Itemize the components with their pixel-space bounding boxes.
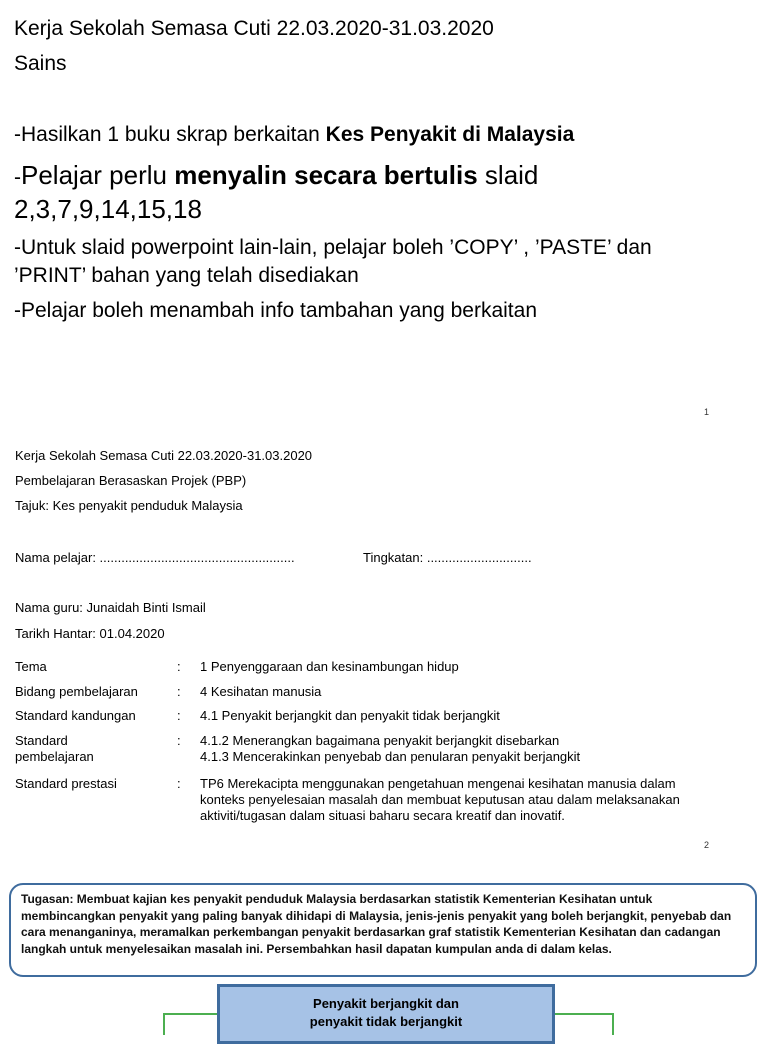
line2-dash: - [14,166,21,189]
row-value: 4.1 Penyakit berjangkit dan penyakit tidak berjangkit [200,708,500,723]
row-colon: : [177,733,181,748]
slide2-header3: Tajuk: Kes penyakit penduduk Malaysia [15,498,243,513]
table-row [0,659,768,675]
slide1-line1 [14,122,574,148]
diagram-root-box [217,984,555,1044]
slide1-title: Kerja Sekolah Semasa Cuti 22.03.2020-31.03.2020 [14,17,494,40]
row-colon: : [177,684,181,699]
row-label: Standard kandungan [15,708,136,723]
task-box [9,883,757,977]
row-value: 1 Penyenggaraan dan kesinambungan hidup [200,659,459,674]
slide1-line3b: ’PRINT’ bahan yang telah disediakan [14,264,359,287]
row-label-cont: pembelajaran [15,749,94,764]
slide1-line2 [14,158,538,192]
row-label: Bidang pembelajaran [15,684,138,699]
line2-suffix: slaid [477,160,539,190]
diagram-label-line1: Penyakit berjangkit dan [313,996,459,1011]
line2-bold: menyalin secara bertulis [174,160,478,190]
row-colon: : [177,776,181,791]
slide1-subject: Sains [14,52,67,75]
teacher-name: Nama guru: Junaidah Binti Ismail [15,600,206,615]
row-colon: : [177,708,181,723]
row-label: Standard prestasi [15,776,117,791]
slide2-header2: Pembelajaran Berasaskan Projek (PBP) [15,473,247,488]
row-value: 4 Kesihatan manusia [200,684,322,699]
task-line: langkah untuk menyelesaikan masalah ini. Persembahkan hasil dapatan kumpulan anda di dalam kelas. [21,941,612,956]
row-label: Tema [15,659,47,674]
connector-right [555,1013,614,1035]
row-value-cont: 4.1.3 Mencerakinkan penyebab dan penularan penyakit berjangkit [200,749,581,764]
table-row [0,708,768,724]
table-row [0,776,768,824]
connector-left [163,1013,219,1035]
slide2-page-number: 2 [704,840,710,850]
form-level-field: Tingkatan: ............................. [363,550,532,565]
row-colon: : [177,659,181,674]
line2-text: Pelajar perlu [21,160,175,190]
line1-text: -Hasilkan 1 buku skrap berkaitan [14,123,326,146]
row-value-cont: aktiviti/tugasan dalam situasi baharu secara kreatif dan inovatif. [200,808,565,823]
row-value: TP6 Merekacipta menggunakan pengetahuan mengenai kesihatan manusia dalam [200,776,676,791]
task-line: Tugasan: Membuat kajian kes penyakit penduduk Malaysia berdasarkan statistik Kementerian Kesihatan untuk [21,892,653,906]
table-row [0,733,768,765]
task-line: cara menanganinya, meramalkan perkembangan penyakit berdasarkan graf statistik Kementerian Kesihatan dan cadangan [21,925,721,939]
student-name-field: Nama pelajar: ...................................................... [15,550,295,565]
row-label: Standard [15,733,68,748]
table-row [0,684,768,700]
slide1-line4: -Pelajar boleh menambah info tambahan yang berkaitan [14,299,538,322]
due-date: Tarikh Hantar: 01.04.2020 [15,626,165,641]
slide2-header1: Kerja Sekolah Semasa Cuti 22.03.2020-31.03.2020 [15,448,313,463]
row-value-cont: konteks penyelesaian masalah dan membuat keputusan atau dalam melaksanakan [200,792,680,807]
slide1-line3a: -Untuk slaid powerpoint lain-lain, pelajar boleh ’COPY’ , ’PASTE’ dan [14,236,652,259]
line1-bold: Kes Penyakit di Malaysia [325,123,575,146]
slide1-page-number: 1 [704,407,710,417]
row-value: 4.1.2 Menerangkan bagaimana penyakit berjangkit disebarkan [200,733,560,748]
slide1-line2-cont: 2,3,7,9,14,15,18 [14,194,202,224]
diagram-label-line2: penyakit tidak berjangkit [309,1014,463,1029]
task-line: membincangkan penyakit yang paling banyak dihidapi di Malaysia, jenis-jenis penyakit yang boleh berjangkit, penyebab dan [21,908,732,923]
